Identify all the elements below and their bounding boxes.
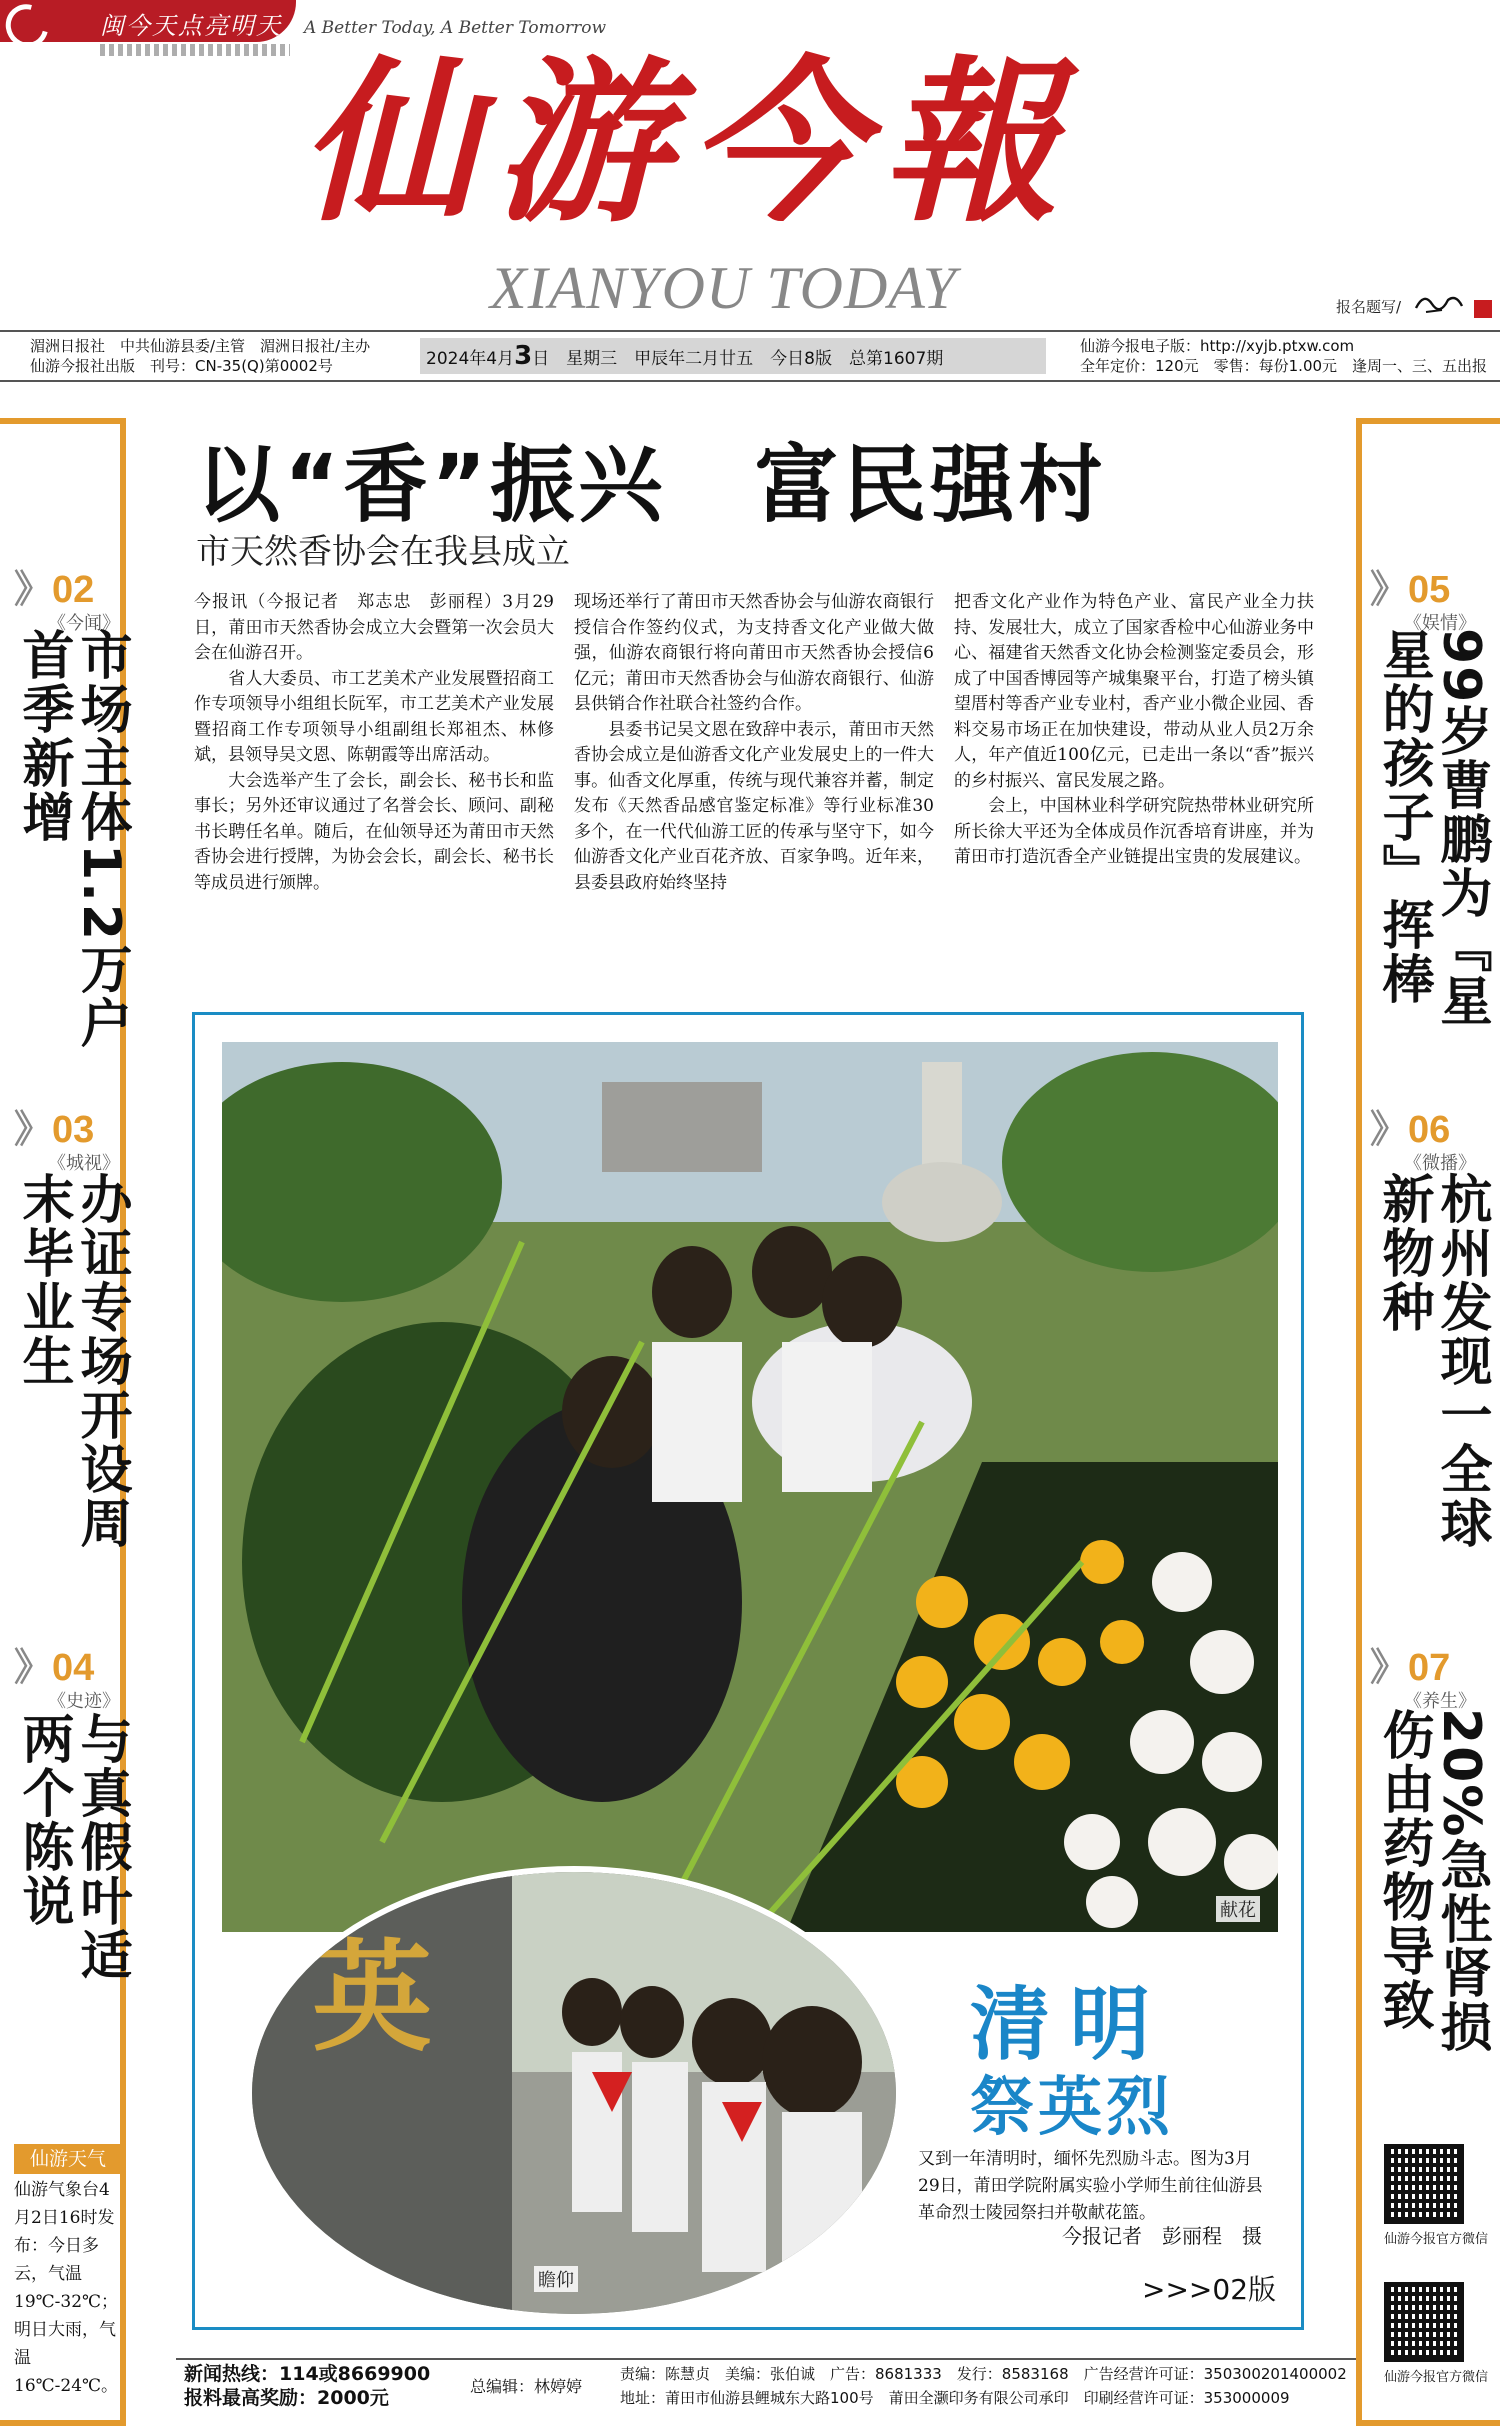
tip-reward: 报料最高奖励：2000元 (184, 2387, 389, 2409)
chief-editor: 总编辑：林婷婷 (470, 2377, 583, 2396)
publisher-info (30, 336, 370, 376)
teaser-line: 由药物导致 (1373, 1762, 1433, 2032)
inset-oval-photo (246, 1866, 902, 2320)
teaser-line: 20%急性肾损伤 (1373, 1708, 1491, 2055)
news-hotline: 新闻热线：114或8669900 (184, 2363, 431, 2385)
teaser-06-headline[interactable] (1374, 1172, 1490, 1552)
issue-date-bar (420, 338, 1046, 374)
price-info: 全年定价：120元 零售：每份1.00元 逢周一、三、五出报 (1080, 357, 1488, 375)
article-column-1: 今报讯（今报记者 郑志忠 彭丽程）3月29日，莆田市天然香协会成立大会暨第一次会员大会在仙游召开。 省人大委员、市工艺美术产业发展暨招商工作专项领导小组组长阮军，市工艺美术产业发展暨招商工作专项领导小组副组长郑祖杰、林修斌，县领导吴文恩、陈朝霞等出席活动。 大会选举产生了会长，副会长、秘书长和监事长；另外还审议通过了名誉会长、顾问、副秘书长聘任名单。随后，在仙领导还为莆田市天然香协会进行授牌，为协会会长，副会长、秘书长等成员进行颁牌。 (194, 592, 554, 893)
photo-tag-main: 献花 (1216, 1896, 1260, 1922)
newspaper-title: 仙游今報 (300, 39, 1077, 246)
teaser-line: 首季新增 (13, 628, 73, 844)
qr-label: 仙游今报官方微信 (1384, 2232, 1489, 2247)
teaser-03[interactable] (14, 1098, 120, 1175)
teaser-line: 两个陈说 (13, 1712, 73, 1928)
seal-stamp (1474, 300, 1492, 318)
teaser-line: 99岁曹鹏为 (1431, 628, 1491, 921)
credits-line-1: 责编：陈慧贞 美编：张伯诚 广告：8681333 发行：8583168 广告经营许可证：350300201400002 (620, 2365, 1347, 2383)
photo-byline: 今报记者 彭丽程 摄 (1062, 2224, 1262, 2248)
subheadline: 市天然香协会在我县成立 (196, 532, 570, 572)
date-suffix: 日 星期三 甲辰年二月廿五 今日8版 总第1607期 (532, 349, 944, 369)
edition-info (1080, 336, 1487, 376)
slogan-dots-decoration (100, 44, 290, 56)
publisher-line-2: 仙游今报社出版 刊号：CN-35(Q)第0002号 (30, 357, 333, 375)
feature-subtitle: 祭英烈 (970, 2071, 1174, 2145)
teaser-section: 《今闻》 (48, 613, 120, 634)
continued-page-link[interactable]: >>>02版 (1142, 2273, 1277, 2306)
publisher-line-1: 湄洲日报社 中共仙游县委/主管 湄洲日报社/主办 (30, 337, 371, 355)
main-headline: 以“香”振兴 富民强村 (196, 436, 1107, 534)
teaser-line: 市场主体1.2万户 (71, 628, 131, 1051)
teaser-05[interactable] (1370, 558, 1476, 635)
teaser-line: 办证专场开设 (71, 1172, 131, 1496)
teaser-page-number: 05 (1408, 569, 1451, 611)
teaser-02[interactable] (14, 558, 120, 635)
photo-caption: 又到一年清明时，缅怀先烈励斗志。图为3月29日，莆田学院附属实验小学师生前往仙游县革命烈士陵园祭扫并敬献花篮。 (918, 2149, 1263, 2223)
teaser-page-number: 02 (52, 569, 95, 611)
teaser-line: 周末毕业生 (13, 1172, 131, 1550)
photo-tag-oval: 瞻仰 (534, 2266, 578, 2292)
chevron-icon: 》 (1370, 567, 1409, 611)
teaser-section: 《娱情》 (1404, 613, 1476, 634)
teaser-02-headline[interactable] (14, 628, 130, 1068)
teaser-section: 《城视》 (48, 1153, 120, 1174)
teaser-page-number: 06 (1408, 1109, 1451, 1151)
teaser-07[interactable] (1370, 1636, 1476, 1713)
signature-image (1412, 290, 1466, 321)
teaser-page-number: 03 (52, 1109, 95, 1151)
weather-forecast: 仙游气象台4月2日16时发布：今日多云，气温19℃-32℃；明日大雨，气温16℃-24℃。 (14, 2180, 119, 2396)
article-column-3: 把香文化产业作为特色产业、富民产业全力扶持、发展壮大，成立了国家香检中心仙游业务中心、福建省天然香文化协会检测鉴定委员会，形成了中国香博园等产城集聚平台，打造了榜头镇望厝村等香产业专业村，香产业小微企业园、香料交易市场正在加快建设，带动从业人员2万余人，年产值近100亿元，已走出一条以“香”振兴的乡村振兴、富民发展之路。 会上，中国林业科学研究院热带林业研究所所长徐大平还为全体成员作沉香培育讲座，并为莆田市打造沉香全产业链提出宝贵的发展建议。 (954, 592, 1314, 867)
footer-credits (620, 2362, 1347, 2410)
monument-inscription: 英 (312, 1927, 432, 2068)
teaser-07-headline[interactable] (1374, 1708, 1490, 2088)
slogan-chinese: 闽今天点亮明天 (100, 12, 282, 40)
main-photo (222, 1042, 1278, 1932)
teaser-06[interactable] (1370, 1098, 1476, 1175)
qr-code-wechat[interactable] (1384, 2144, 1464, 2224)
footer-hotline (184, 2362, 430, 2410)
credits-line-2: 地址：莆田市仙游县鲤城东大路100号 莆田全灏印务有限公司承印 印刷经营许可证：353000009 (620, 2389, 1290, 2407)
teaser-section: 《微播》 (1404, 1153, 1476, 1174)
weather-tab: 仙游天气 (14, 2144, 122, 2174)
teaser-line: 『星星的孩子』挥棒 (1373, 628, 1491, 1029)
article-column-2: 现场还举行了莆田市天然香协会与仙游农商银行授信合作签约仪式，为支持香文化产业做大做强，仙游农商银行将向莆田市天然香协会授信6亿元；莆田市天然香协会与仙游农商银行、仙游县供销合作社联合社签约合作。 县委书记吴文恩在致辞中表示，莆田市天然香协会成立是仙游香文化产业发展史上的一件大事。仙香文化厚重，传统与现代兼容并蓄，制定发布《天然香品感官鉴定标准》等行业标准30多个，在一代代仙游工匠的传承与坚守下，如今仙游香文化产业百花齐放、百家争鸣。近年来，县委县政府始终坚持 (574, 592, 934, 893)
teaser-section: 《史迹》 (48, 1691, 120, 1712)
chevron-icon: 》 (14, 1107, 53, 1151)
newspaper-title-english: XIANYOU TODAY (490, 255, 957, 321)
feature-title: 清明 (970, 1978, 1170, 2071)
qr-code-epaper[interactable] (1384, 2282, 1464, 2362)
teaser-03-headline[interactable] (14, 1172, 130, 1552)
chevron-icon: 》 (1370, 1107, 1409, 1151)
teaser-line: 与真假叶适 (71, 1712, 131, 1982)
date-day: 3 (514, 341, 533, 371)
teaser-page-number: 04 (52, 1647, 95, 1689)
chevron-icon: 》 (14, 1645, 53, 1689)
qr-label: 仙游今报官方微信 (1384, 2370, 1489, 2385)
teaser-04-headline[interactable] (14, 1712, 130, 2012)
teaser-section: 《养生》 (1404, 1691, 1476, 1712)
teaser-04[interactable] (14, 1636, 120, 1713)
date-prefix: 2024年4月 (426, 349, 515, 369)
slogan-english: A Better Today, A Better Tomorrow (304, 18, 607, 38)
teaser-line: 杭州发现 (1431, 1172, 1491, 1388)
chevron-icon: 》 (14, 567, 53, 611)
teaser-05-headline[interactable] (1374, 628, 1490, 1068)
teaser-line: 一全球新物种 (1373, 1172, 1491, 1550)
teaser-page-number: 07 (1408, 1647, 1451, 1689)
chevron-icon: 》 (1370, 1645, 1409, 1689)
e-edition-link[interactable]: 仙游今报电子版：http://xyjb.ptxw.com (1080, 337, 1355, 355)
title-calligrapher-label: 报名题写/ (1336, 298, 1402, 316)
